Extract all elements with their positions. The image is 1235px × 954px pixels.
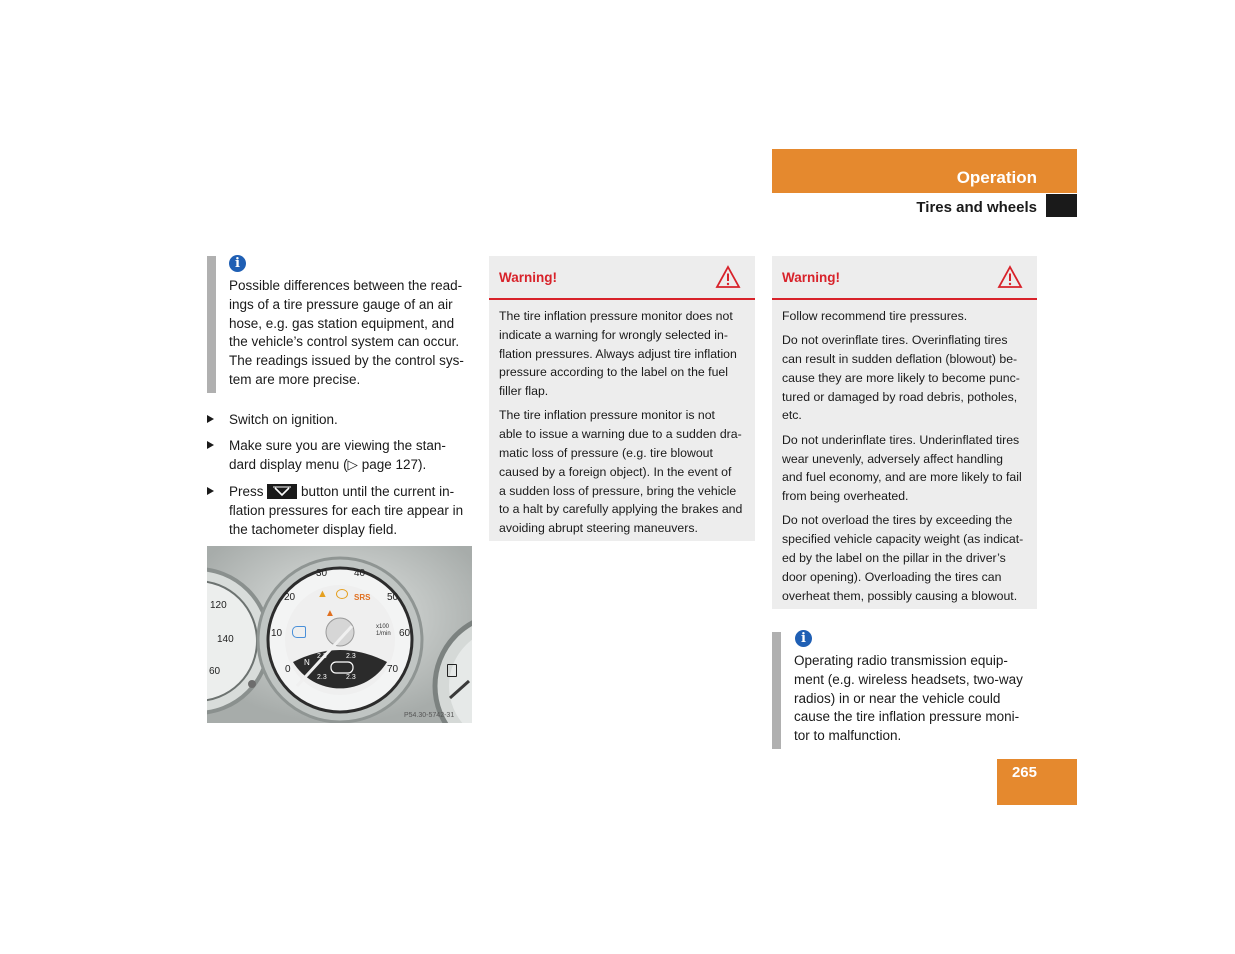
warning-line: ed by the label on the pillar in the driver’s <box>782 551 1006 566</box>
warning-box-middle <box>489 256 755 541</box>
step-item <box>207 483 477 543</box>
speed-label: 10 <box>271 628 283 639</box>
speed-label: 70 <box>387 664 399 675</box>
warning-paragraph <box>782 431 1028 506</box>
step-text-post: button until the current in- <box>301 484 455 499</box>
speed-label: 0 <box>285 664 291 675</box>
info-line: radios) in or near the vehicle could <box>794 690 1001 706</box>
warning-line: to a halt by carefully applying the brakes and <box>499 502 743 517</box>
neutral-gear-label: N <box>304 658 310 667</box>
scroll-down-button-icon <box>267 484 297 499</box>
warning-line: cause they are more likely to become punc- <box>782 370 1020 385</box>
warning-line: caused by a foreign object). In the event of <box>499 464 732 479</box>
warning-line: specified vehicle capacity weight (as indicat- <box>782 532 1024 547</box>
info-note-top <box>229 277 479 390</box>
warning-line: pressure according to the label on the fuel <box>499 365 729 380</box>
fuel-pump-icon <box>447 664 457 677</box>
warning-line: and fuel economy, and are more likely to fail <box>782 470 1022 485</box>
seatbelt-icon: ▲ <box>325 608 335 619</box>
thumb-tab-marker <box>1046 194 1077 217</box>
warning-paragraph <box>499 307 746 401</box>
brake-warning-icon <box>336 589 348 599</box>
tire-pressure-rl: 2.3 <box>317 674 327 681</box>
step-text: Switch on ignition. <box>229 412 338 427</box>
info-box-bar <box>207 256 216 393</box>
info-note-bottom <box>794 652 1044 746</box>
speed-label: 120 <box>210 600 227 611</box>
warning-line: filler flap. <box>499 384 549 399</box>
speed-label: 20 <box>284 592 296 603</box>
warning-line: Do not overinflate tires. Overinflating tires <box>782 333 1008 348</box>
warning-paragraph <box>782 511 1028 605</box>
warning-box-right <box>772 256 1037 609</box>
instrument-cluster-figure <box>207 546 472 723</box>
speed-label: 60 <box>209 666 221 677</box>
warning-triangle-icon <box>715 265 741 289</box>
bullet-arrow-icon <box>207 415 214 423</box>
info-line: The readings issued by the control sys- <box>229 353 464 369</box>
srs-warning-label: SRS <box>354 593 371 602</box>
step-text: flation pressures for each tire appear in <box>229 502 464 518</box>
warning-line: tured or damaged by road debris, potholes, <box>782 389 1018 404</box>
headlight-icon <box>292 626 306 638</box>
warning-body <box>782 307 1028 611</box>
step-text-block <box>229 483 479 539</box>
warning-paragraph <box>499 406 746 538</box>
step-text: dard display menu (▷ page 127). <box>229 456 427 472</box>
warning-line: Do not underinflate tires. Underinflated tires <box>782 432 1020 447</box>
speed-label: 30 <box>316 568 328 579</box>
speed-label: 60 <box>399 628 411 639</box>
warning-triangle-icon <box>997 265 1023 289</box>
info-line: tor to malfunction. <box>794 728 902 744</box>
warning-line: able to issue a warning due to a sudden dra- <box>499 427 742 442</box>
warning-line: from being overheated. <box>782 489 909 504</box>
warning-paragraph <box>782 307 1028 326</box>
step-item <box>207 411 477 431</box>
speed-label: 40 <box>354 568 366 579</box>
info-line: hose, e.g. gas station equipment, and <box>229 315 455 331</box>
rpm-unit-label: x100 1/min <box>376 624 391 637</box>
warning-line: flation pressures. Always adjust tire inflation <box>499 346 737 361</box>
info-icon: i <box>795 630 812 647</box>
bullet-arrow-icon <box>207 441 214 449</box>
tire-pressure-fl: 2.3 <box>317 653 327 660</box>
info-line: Possible differences between the read- <box>229 278 463 293</box>
step-text-pre: Press <box>229 484 264 499</box>
info-icon: i <box>229 255 246 272</box>
warning-line: indicate a warning for wrongly selected in- <box>499 327 728 342</box>
warning-title: Warning! <box>782 270 840 285</box>
step-text-block <box>229 437 446 475</box>
info-line: tem are more precise. <box>229 371 361 387</box>
step-text: Make sure you are viewing the stan- <box>229 438 446 453</box>
warning-paragraph <box>782 331 1028 425</box>
step-text <box>229 483 479 502</box>
warning-title: Warning! <box>499 270 557 285</box>
step-item <box>207 437 477 477</box>
warning-line: avoiding abrupt steering maneuvers. <box>499 521 698 536</box>
subsection-title: Tires and wheels <box>916 199 1037 216</box>
warning-line: Follow recommend tire pressures. <box>782 309 968 323</box>
info-line: ment (e.g. wireless headsets, two-way <box>794 671 1023 687</box>
warning-line: Do not overload the tires by exceeding the <box>782 513 1013 528</box>
speed-label: 50 <box>387 592 399 603</box>
bullet-arrow-icon <box>207 487 214 495</box>
info-box-bar <box>772 632 781 749</box>
tire-pressure-fr: 2.3 <box>346 653 356 660</box>
warning-line: etc. <box>782 408 802 423</box>
warning-body <box>499 307 746 544</box>
warning-line: wear unevenly, adversely affect handling <box>782 451 1004 466</box>
warning-triangle-icon: ▲ <box>317 588 328 600</box>
page-number: 265 <box>1011 764 1037 781</box>
speed-label: 140 <box>217 634 234 645</box>
warning-line: The tire inflation pressure monitor is not <box>499 408 715 423</box>
warning-header <box>772 256 1037 300</box>
figure-code: P54.30-5742-31 <box>404 712 455 719</box>
info-line: the vehicle’s control system can occur. <box>229 334 460 350</box>
info-line: Operating radio transmission equip- <box>794 653 1008 668</box>
info-line: ings of a tire pressure gauge of an air <box>229 296 453 312</box>
warning-line: can result in sudden deflation (blowout) be- <box>782 352 1018 367</box>
warning-header <box>489 256 755 300</box>
warning-line: matic loss of pressure (e.g. tire blowout <box>499 446 713 461</box>
warning-line: a sudden loss of pressure, bring the vehicle <box>499 483 737 498</box>
tire-pressure-rr: 2.3 <box>346 674 356 681</box>
step-text: the tachometer display field. <box>229 521 398 537</box>
warning-line: overheat them, possibly causing a blowout. <box>782 588 1018 603</box>
info-line: cause the tire inflation pressure moni- <box>794 709 1020 725</box>
warning-line: door opening). Overloading the tires can <box>782 569 1002 584</box>
section-title: Operation <box>956 168 1037 187</box>
warning-line: The tire inflation pressure monitor does not <box>499 309 733 323</box>
